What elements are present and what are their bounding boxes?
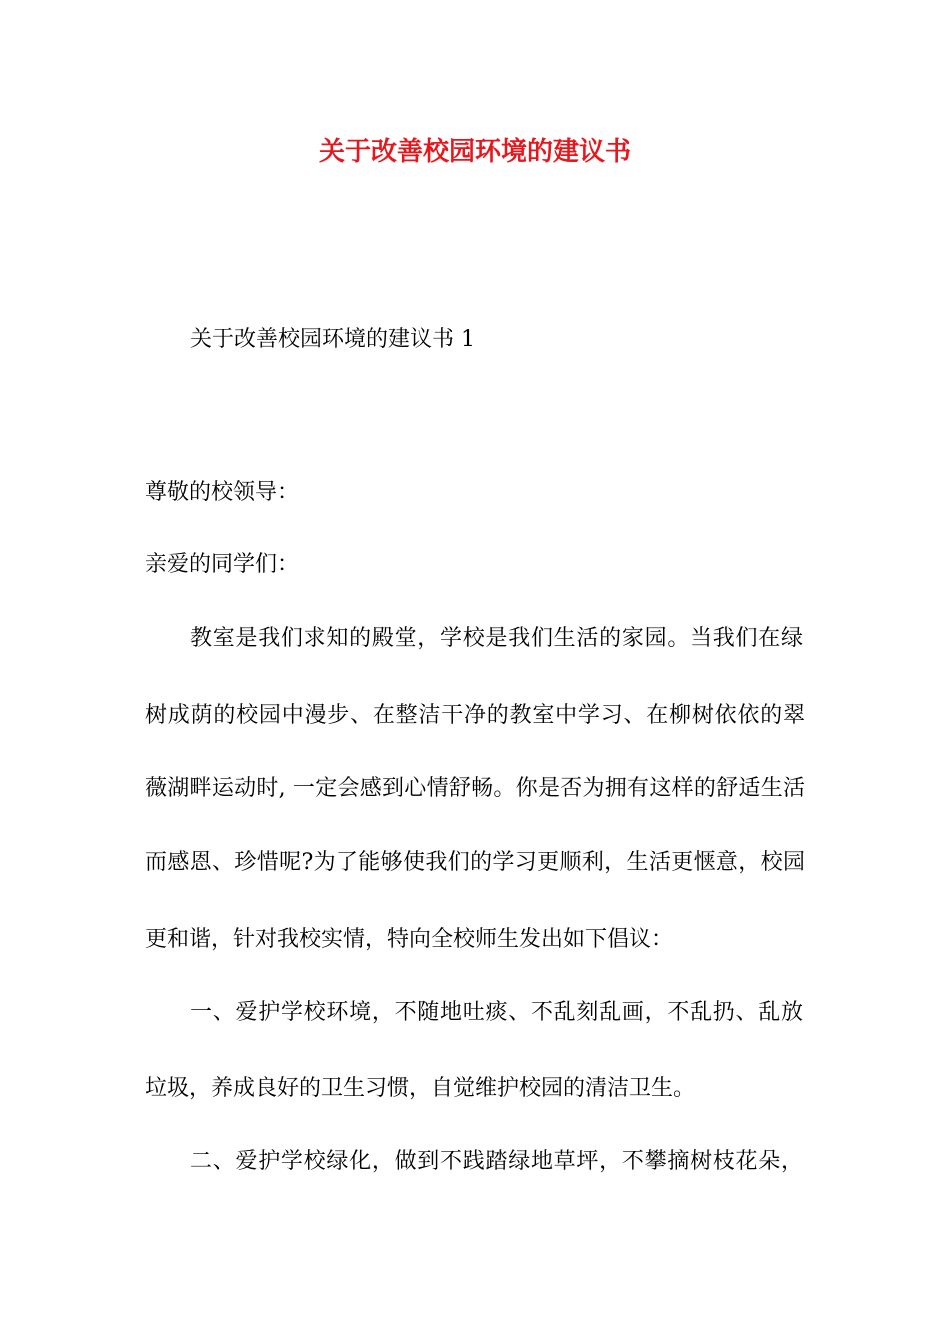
document-title: 关于改善校园环境的建议书	[318, 137, 631, 167]
section-heading: 关于改善校园环境的建议书 1	[190, 327, 475, 352]
paragraph-line: 垃圾，养成良好的卫生习惯，自觉维护校园的清洁卫生。	[145, 1076, 696, 1101]
paragraph-line: 而感恩、珍惜呢?为了能够使我们的学习更顺利，生活更惬意，校园	[145, 850, 805, 875]
paragraph-line: 更和谐，针对我校实情，特向全校师生发出如下倡议：	[145, 927, 674, 952]
paragraph-line: 树成荫的校园中漫步、在整洁干净的教室中学习、在柳树依依的翠	[145, 703, 805, 728]
salutation-students: 亲爱的同学们：	[145, 552, 300, 577]
paragraph-line: 教室是我们求知的殿堂，学校是我们生活的家园。当我们在绿	[190, 626, 803, 651]
paragraph-line: 薇湖畔运动时, 一定会感到心情舒畅。你是否为拥有这样的舒适生活	[145, 776, 805, 801]
salutation-leaders: 尊敬的校领导：	[145, 480, 300, 505]
paragraph-line: 二、爱护学校绿化，做到不践踏绿地草坪，不攀摘树枝花朵，	[190, 1149, 803, 1174]
paragraph-line: 一、爱护学校环境，不随地吐痰、不乱刻乱画，不乱扔、乱放	[190, 1000, 803, 1025]
